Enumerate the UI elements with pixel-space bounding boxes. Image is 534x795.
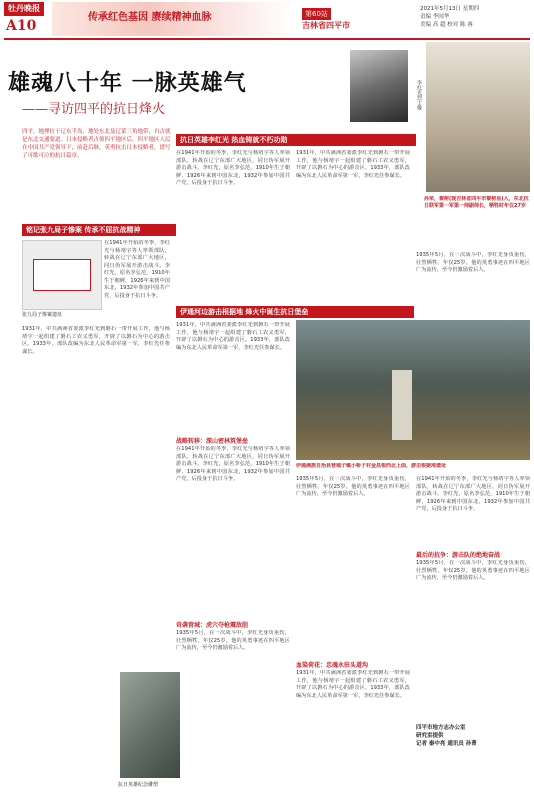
station-badge: 第60站 [302, 8, 331, 20]
section-title-2: 伊通河边游击根据地 烽火中诞生抗日堡垒 [176, 306, 414, 318]
section-title-1: 抗日英雄李红光 热血铸就不朽功勋 [176, 134, 416, 146]
main-headline: 雄魂八十年 一脉英雄气 [8, 70, 247, 96]
statue-caption: 孙荣，黎树(现吉林省四平市黎树县)人，东北抗日联军第一军第一师副师长，牺牲时年仅27岁 [424, 196, 529, 209]
page-number: A10 [6, 18, 37, 34]
bottom-photo [120, 672, 180, 778]
monument-caption: 张九局子惨案遗址 [22, 312, 63, 318]
memorial-stele [392, 370, 412, 440]
subhead-1: 战略转移：深山密林筑堡垒 [176, 438, 249, 445]
statue-photo [426, 42, 530, 192]
base-col3-text-b: 1935年5月，在一次战斗中，李红光身负重伤，壮烈牺牲，年仅25岁。他的英勇事迹在四平地区广为流传，至今仍激励着后人。 [416, 560, 530, 581]
footer-credit: 记者 秦中亮 通讯员 孙菁 [416, 741, 477, 747]
memorial-caption: 伊通满族自治县营城子镇小桥子村金昌根西北上面，游击根据地遗址 [296, 463, 447, 469]
station-name: 吉林省四平市 [302, 21, 350, 30]
base-col1-text-c: 1935年5月，在一次战斗中，李红光身负重伤，壮烈牺牲，年仅25岁。他的英勇事迹在四平地区广为流传，至今仍激励着后人。 [176, 630, 290, 651]
footer-org-2: 研究室提供 [416, 733, 444, 739]
banner-slogan: 传承红色基因 赓续精神血脉 [88, 12, 212, 23]
base-col2-text-b: 1931年，中共满洲省委派李红光到磐石一带开展工作，他与杨靖宇一起组建了磐石工农义勇军，开辟了以磐石为中心的游击区。1933年，部队改编为东北人民革命军第一军，李红光任参谋长。 [296, 670, 410, 699]
lead-paragraph: 四平，地理位于辽东半岛，地处东北及辽蒙三角地带，自古就是东北交通要道。日本侵略者占领四平地区后，四平地区人民在中国共产党领导下，前赴后继，英勇抗击日本侵略者，谱写了可歌可泣的抗日篇章。 [22, 129, 171, 159]
issue-date: 2021年5月13日 星期四 [420, 6, 480, 12]
masthead [0, 0, 534, 40]
portrait-photo [350, 50, 408, 122]
monument-photo-small [22, 240, 102, 310]
editor-credit: 责编 李国华 [420, 14, 450, 20]
base-col1-text-a: 1931年，中共满洲省委派李红光到磐石一带开展工作，他与杨靖宇一起组建了磐石工农义勇军，开辟了以磐石为中心的游击区。1933年，部队改编为东北人民革命军第一军，李红光任参谋长。 [176, 322, 290, 351]
monument-tablet [33, 259, 91, 291]
proof-credit: 美编 高 超 校对 陈 睿 [420, 22, 473, 28]
header-rule [4, 38, 530, 40]
left-column-text-b: 1931年，中共满洲省委派李红光到磐石一带开展工作，他与杨靖宇一起组建了磐石工农义勇军，开辟了以磐石为中心的游击区。1933年，部队改编为东北人民革命军第一军，李红光任参谋长。 [22, 326, 170, 355]
footer-org-1: 四平市地方志办公室 [416, 725, 466, 731]
left-column-text-a: 在1941年开始的冬季，李红光与杨靖宇等人率领部队，转战在辽宁东部广大地区，同日伪军展开游击战斗。李红光，原名李弘范，1910年生于朝鲜，1926年来到中国东北，1932年参加中国共产党，后投身于抗日斗争。 [104, 240, 170, 299]
base-col1-text-b: 在1941年开始的冬季，李红光与杨靖宇等人率领部队，转战在辽宁东部广大地区，同日伪军展开游击战斗。李红光，原名李弘范，1910年生于朝鲜，1926年来到中国东北，1932年参加中国共产党，后投身于抗日斗争。 [176, 446, 290, 482]
middle-col3-text: 1935年5月，在一次战斗中，李红光身负重伤，壮烈牺牲，年仅25岁。他的英勇事迹在四平地区广为流传，至今仍激励着后人。 [416, 252, 530, 273]
section-title-left: 铭记张九局子惨案 传承不屈抗战精神 [22, 224, 176, 236]
base-col2-text-a: 1935年5月，在一次战斗中，李红光身负重伤，壮烈牺牲，年仅25岁。他的英勇事迹在四平地区广为流传，至今仍激励着后人。 [296, 476, 410, 497]
middle-col1-text: 在1941年开始的冬季，李红光与杨靖宇等人率领部队，转战在辽宁东部广大地区，同日伪军展开游击战斗。李红光，原名李弘范，1910年生于朝鲜，1926年来到中国东北，1932年参加中国共产党，后投身于抗日斗争。 [176, 150, 290, 186]
middle-col2-text: 1931年，中共满洲省委派李红光到磐石一带开展工作，他与杨靖宇一起组建了磐石工农义勇军，开辟了以磐石为中心的游击区。1933年，部队改编为东北人民革命军第一军，李红光任参谋长。 [296, 150, 410, 179]
paper-logo: 牡丹晚报 [4, 2, 44, 16]
sub-headline: ——寻访四平的抗日烽火 [22, 102, 166, 117]
bottom-photo-caption: 抗日英雄纪念雕塑 [118, 782, 159, 788]
base-col3-text-a: 在1941年开始的冬季，李红光与杨靖宇等人率领部队，转战在辽宁东部广大地区，同日伪军展开游击战斗。李红光，原名李弘范，1910年生于朝鲜，1926年来到中国东北，1932年参加中国共产党，后投身于抗日斗争。 [416, 476, 530, 512]
subhead-4: 最后的抗争：游击队的绝地奋战 [416, 552, 501, 559]
portrait-caption: 李红光烈士像 [416, 80, 422, 110]
footer-credits [416, 724, 530, 748]
subhead-2: 奇袭营城：虎穴夺枪震敌胆 [176, 622, 249, 629]
subhead-3: 血染荷花：忠魂永驻头道沟 [296, 662, 369, 669]
memorial-photo [296, 320, 530, 460]
header-banner [52, 2, 292, 36]
